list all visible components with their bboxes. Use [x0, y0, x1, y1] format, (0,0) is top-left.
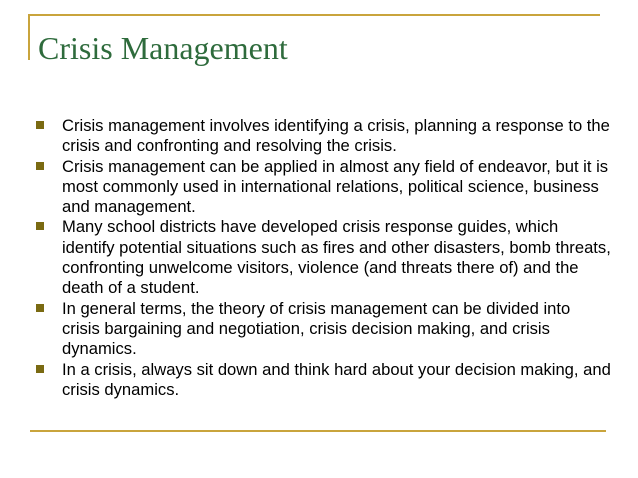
bullet-item — [36, 157, 611, 218]
bullet-item — [36, 360, 611, 401]
bullet-text: Many school districts have developed crisis response guides, which identify potential situations such as fires and other disasters, bomb threats, confronting unwelcome visitors, violence (and threats there of) and the death of a student. — [62, 217, 611, 298]
square-bullet-icon — [36, 365, 44, 373]
square-bullet-icon — [36, 222, 44, 230]
bullet-item — [36, 217, 611, 298]
bullet-item — [36, 299, 611, 360]
square-bullet-icon — [36, 304, 44, 312]
bullet-text: In a crisis, always sit down and think hard about your decision making, and crisis dynamics. — [62, 359, 611, 399]
square-bullet-icon — [36, 162, 44, 170]
bullet-item — [36, 116, 611, 157]
top-rule — [30, 14, 600, 16]
bullet-text: Crisis management involves identifying a crisis, planning a response to the crisis and confronting and resolving the crisis. — [62, 116, 610, 156]
bullet-text: Crisis management can be applied in almost any field of endeavor, but it is most commonly used in international relations, political science, business and management. — [62, 156, 609, 217]
bullet-list — [36, 116, 611, 400]
bottom-rule — [30, 430, 606, 432]
slide-title: Crisis Management — [38, 30, 288, 66]
bullet-text: In general terms, the theory of crisis management can be divided into crisis bargaining and negotiation, crisis decision making, and crisis dynamics. — [62, 298, 571, 359]
square-bullet-icon — [36, 121, 44, 129]
left-rule — [28, 14, 30, 60]
